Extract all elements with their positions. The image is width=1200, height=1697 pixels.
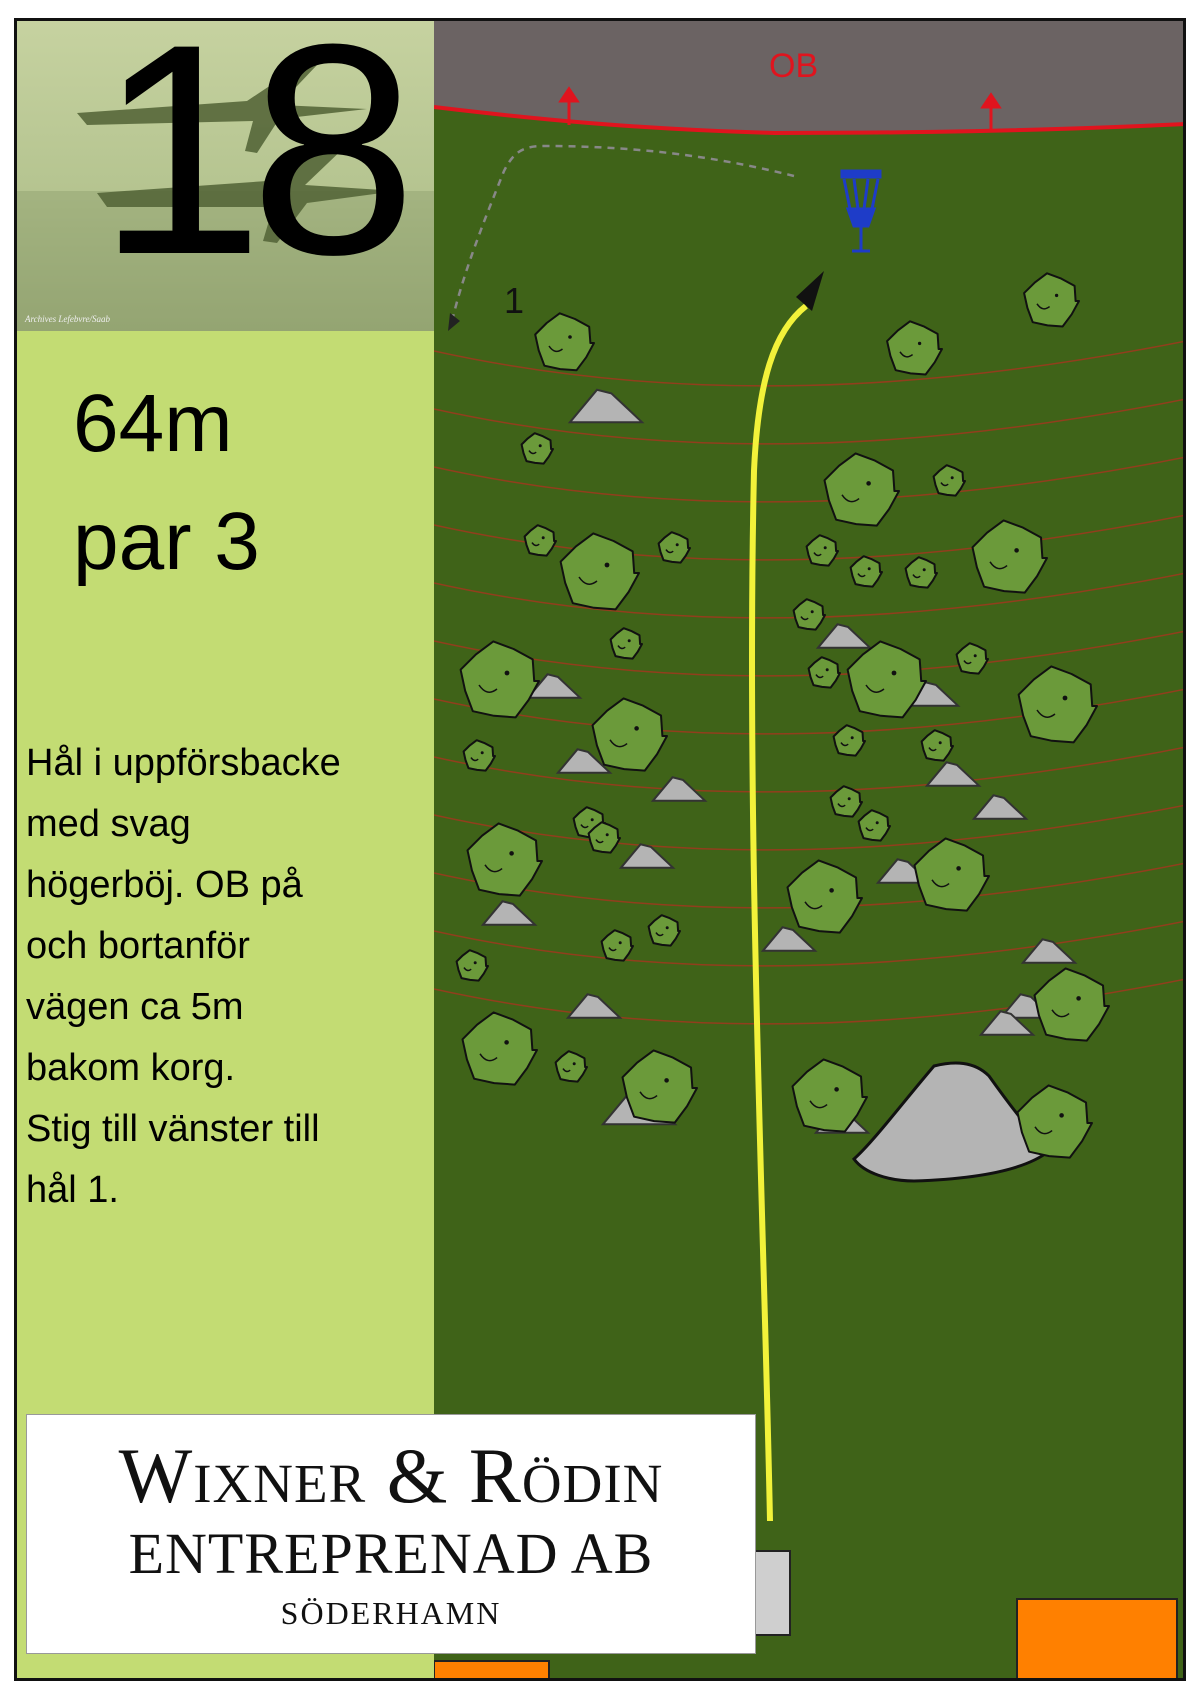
- description-line: med svag: [26, 803, 191, 845]
- hole-card: [14, 18, 1186, 1681]
- next-hole-label: 1: [504, 280, 525, 321]
- ob-label: OB: [769, 47, 819, 85]
- description-line: högerböj. OB på: [26, 864, 303, 906]
- description-line: hål 1.: [26, 1169, 119, 1211]
- sponsor-company-type: ENTREPRENAD AB: [128, 1521, 654, 1586]
- hole-distance: 64m: [73, 378, 233, 469]
- description-line: Hål i uppförsbacke: [26, 742, 341, 784]
- description-line: bakom korg.: [26, 1047, 236, 1089]
- hole-par: par 3: [73, 496, 260, 587]
- hole-number: 18: [97, 21, 403, 317]
- sponsor-name: Wixner & Rödin: [118, 1432, 664, 1519]
- orange-sign: [1017, 1599, 1177, 1678]
- header-photo: [17, 21, 434, 331]
- orange-sign-left: [434, 1661, 549, 1678]
- hole-description: [26, 733, 431, 1221]
- sponsor-town: SÖDERHAMN: [280, 1595, 502, 1631]
- description-line: och bortanför: [26, 925, 250, 967]
- sponsor-banner: [26, 1414, 756, 1654]
- photo-credit: Archives Lefebvre/Saab: [25, 314, 111, 324]
- description-line: Stig till vänster till: [26, 1108, 320, 1150]
- description-line: vägen ca 5m: [26, 986, 244, 1028]
